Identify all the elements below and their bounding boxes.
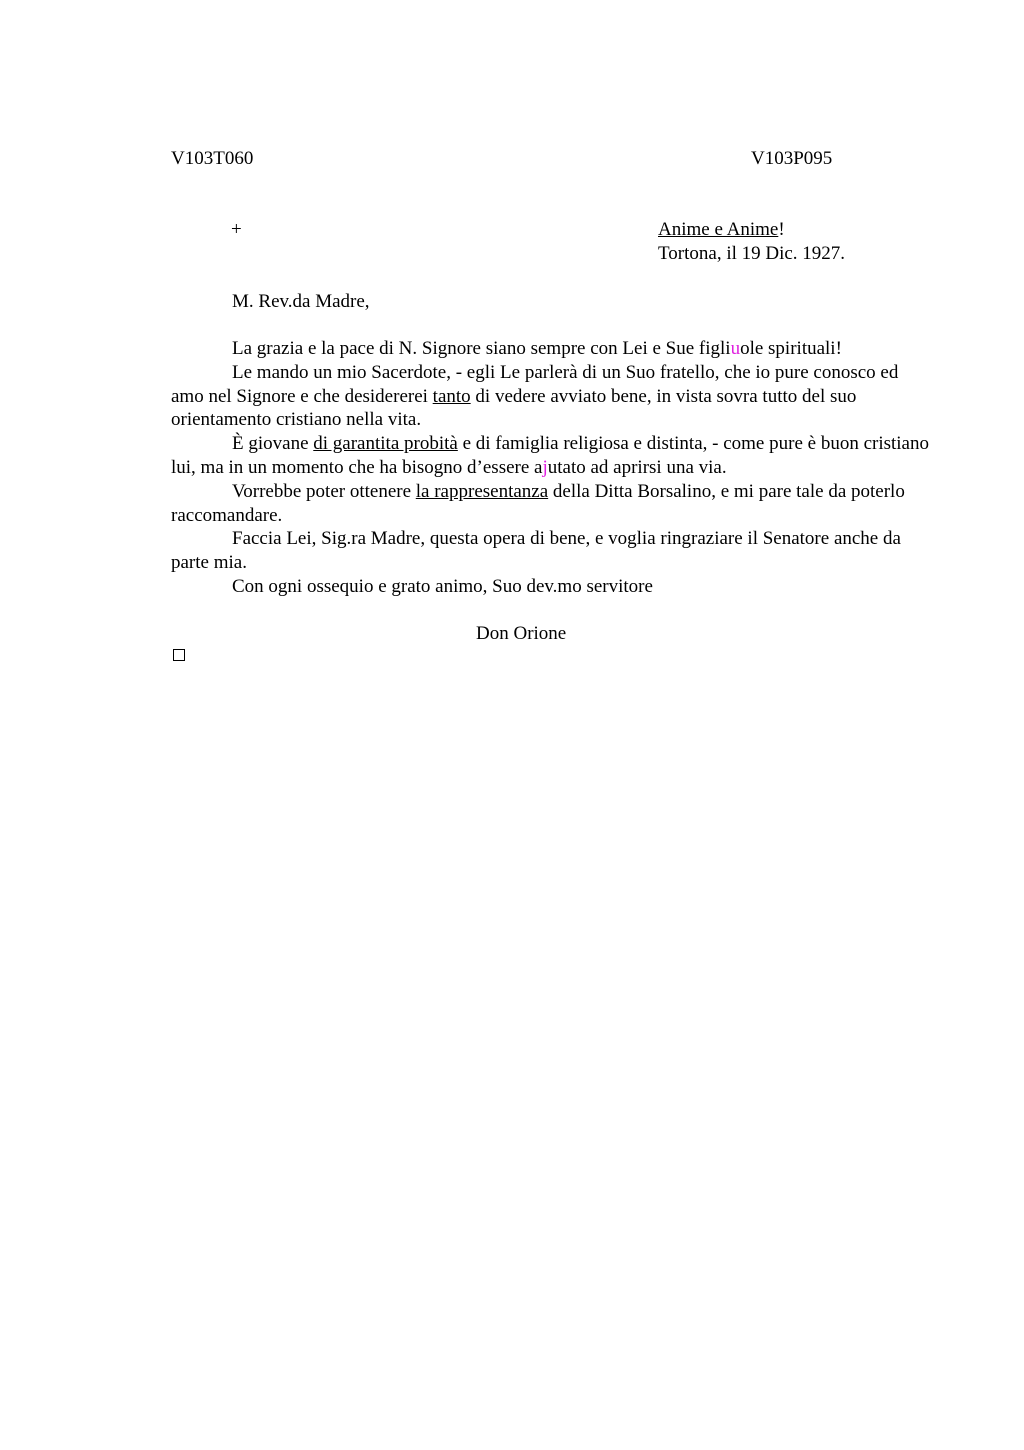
paragraph-5: Faccia Lei, Sig.ra Madre, questa opera di bene, e voglia ringraziare il Senatore anche da parte mia. <box>171 528 901 574</box>
text-span: ole spirituali! <box>740 338 842 359</box>
text-span: utato ad aprirsi una via. <box>547 456 727 478</box>
underlined-phrase: tanto <box>432 385 471 407</box>
salutation: M. Rev.da Madre, <box>232 291 370 312</box>
text-span: La grazia e la pace di N. Signore siano sempre con Lei e Sue figli <box>232 338 731 359</box>
text-span: Vorrebbe poter ottenere <box>232 480 416 502</box>
highlighted-letter: j <box>542 456 548 478</box>
place-date: Tortona, il 19 Dic. 1927. <box>658 243 846 264</box>
paragraph-3 <box>171 432 931 480</box>
document-code-right: V103P095 <box>751 148 833 169</box>
highlighted-letter: u <box>730 338 741 359</box>
cross-mark: + <box>231 219 242 240</box>
underlined-phrase: la rappresentanza <box>415 480 549 502</box>
paragraph-6: Con ogni ossequio e grato animo, Suo dev.mo servitore <box>232 575 653 597</box>
underlined-phrase: di garantita probità <box>313 433 458 455</box>
letter-body <box>171 337 931 599</box>
text-span: Le mando un mio Sacerdote, - egli Le parlerà di un Suo fratello, che io pure conosco ed amo nel Signore e che desidererei <box>171 361 899 407</box>
paragraph-4 <box>171 480 931 528</box>
text-span: di vedere avviato bene, in vista sovra tutto del suo orientamento cristiano nella vita. <box>171 385 857 431</box>
text-span: È giovane <box>232 433 314 455</box>
motto-underlined: Anime e Anime <box>658 219 779 240</box>
paragraph-1 <box>171 337 931 361</box>
text-span: della Ditta Borsalino, e mi pare tale da poterlo raccomandare. <box>171 480 905 526</box>
signature: Don Orione <box>476 623 567 644</box>
motto-suffix: ! <box>778 219 785 240</box>
motto <box>658 218 785 242</box>
end-square-icon <box>173 649 185 661</box>
paragraph-2 <box>171 361 931 432</box>
text-span: e di famiglia religiosa e distinta, - come pure è buon cristiano lui, ma in un momento che ha bisogno d’essere a <box>171 433 929 478</box>
document-code-left: V103T060 <box>171 148 254 169</box>
